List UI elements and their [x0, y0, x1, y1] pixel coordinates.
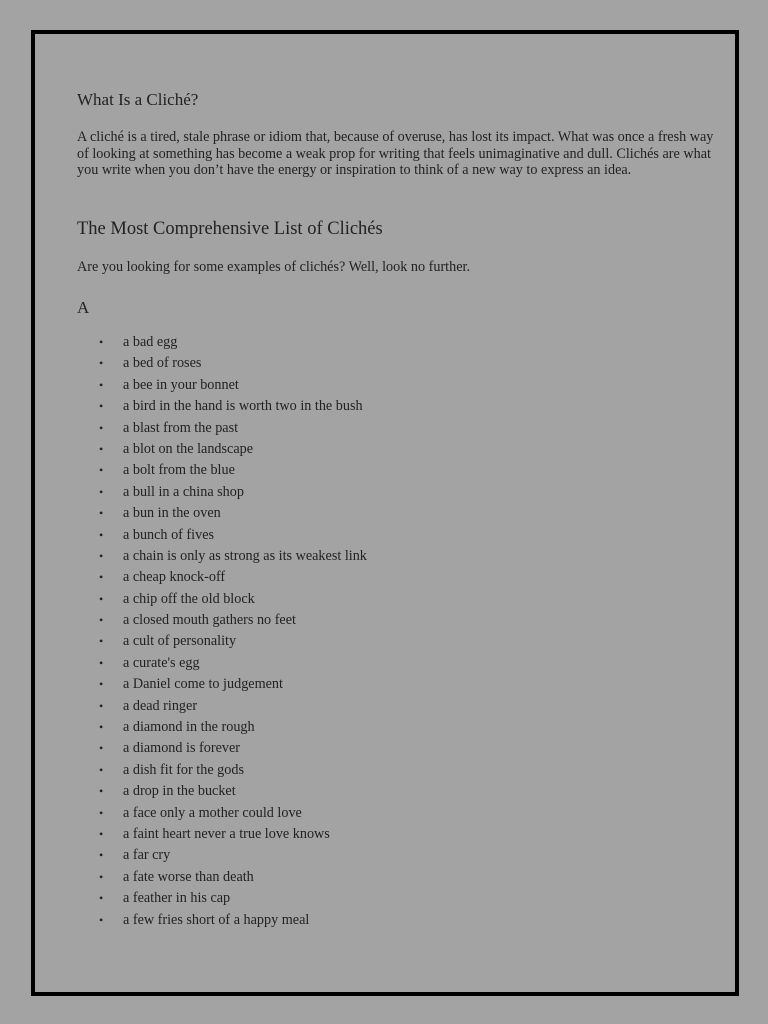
list-item-text: a bunch of fives: [123, 526, 215, 543]
list-item-text: a bad egg: [123, 334, 178, 350]
list-item: [77, 845, 367, 866]
list-item-text: a closed mouth gathers no feet: [123, 612, 296, 629]
list-item: [77, 418, 367, 439]
bullet-icon: •: [99, 891, 104, 906]
list-item-text: a dish fit for the gods: [123, 761, 244, 778]
list-item-text: a feather in his cap: [123, 890, 231, 907]
list-item-text: a cheap knock-off: [123, 569, 226, 586]
list-item-text: a blast from the past: [123, 419, 239, 436]
list-item-text: a chip off the old block: [123, 590, 255, 607]
bullet-icon: •: [99, 613, 104, 628]
bullet-icon: •: [99, 356, 104, 371]
list-item-text: a bed of roses: [123, 355, 202, 372]
list-item: [77, 760, 367, 781]
list-item: [77, 353, 367, 374]
list-item: [77, 824, 367, 845]
bullet-icon: •: [99, 377, 104, 392]
bullet-icon: •: [99, 805, 104, 820]
list-item-text: a faint heart never a true love knows: [123, 825, 330, 842]
list-item: [77, 589, 367, 610]
bullet-icon: •: [99, 420, 104, 435]
list-item: [77, 439, 367, 460]
list-item-text: a bee in your bonnet: [123, 376, 239, 393]
list-item-text: a Daniel come to judgement: [123, 676, 283, 693]
list-item-text: a bull in a china shop: [123, 483, 244, 500]
bullet-icon: •: [99, 335, 104, 349]
list-item-text: a bun in the oven: [123, 505, 221, 522]
bullet-icon: •: [99, 548, 104, 563]
cliche-list: [77, 332, 367, 931]
list-item: [77, 696, 367, 717]
page-title: What Is a Cliché?: [77, 90, 199, 109]
list-item-text: a drop in the bucket: [123, 783, 236, 800]
list-item: [77, 653, 367, 674]
bullet-icon: •: [99, 698, 104, 713]
list-item: [77, 375, 367, 396]
bullet-icon: •: [99, 912, 104, 927]
bullet-icon: •: [99, 848, 104, 863]
bullet-icon: •: [99, 826, 104, 841]
list-item-text: a face only a mother could love: [123, 804, 302, 821]
list-item: [77, 546, 367, 567]
list-item: [77, 525, 367, 546]
bullet-icon: •: [99, 869, 104, 884]
bullet-icon: •: [99, 741, 104, 756]
list-item-text: a bird in the hand is worth two in the bush: [123, 398, 363, 415]
list-item-text: a curate's egg: [123, 654, 200, 671]
section-letter: A: [77, 298, 90, 317]
list-item: [77, 567, 367, 588]
bullet-icon: •: [99, 441, 104, 456]
bullet-icon: •: [99, 463, 104, 478]
list-item: [77, 888, 367, 909]
list-item-text: a chain is only as strong as its weakest link: [123, 547, 367, 564]
list-item: [77, 482, 367, 503]
list-item: [77, 332, 367, 353]
bullet-icon: •: [99, 784, 104, 799]
document-page: [31, 30, 739, 996]
list-item: [77, 674, 367, 695]
list-item-text: a fate worse than death: [123, 868, 254, 885]
list-item-text: a far cry: [123, 847, 171, 864]
list-item: [77, 610, 367, 631]
list-item: [77, 867, 367, 888]
bullet-icon: •: [99, 762, 104, 777]
lead-paragraph: Are you looking for some examples of clichés? Well, look no further.: [77, 259, 470, 275]
bullet-icon: •: [99, 527, 104, 542]
list-item-text: a diamond in the rough: [123, 719, 255, 736]
list-item: [77, 396, 367, 417]
bullet-icon: •: [99, 720, 104, 735]
bullet-icon: •: [99, 591, 104, 606]
bullet-icon: •: [99, 677, 104, 692]
list-item: [77, 738, 367, 759]
bullet-icon: •: [99, 570, 104, 585]
bullet-icon: •: [99, 399, 104, 414]
bullet-icon: •: [99, 506, 104, 521]
intro-paragraph: A cliché is a tired, stale phrase or idiom that, because of overuse, has lost its impact. What was once a fresh way of looking at something has become a weak prop for writing that feels unimaginative and dull. Clichés are what you write when you don’t have the energy or inspiration to think of a new way to express an idea.: [77, 129, 714, 179]
bullet-icon: •: [99, 634, 104, 649]
list-item-text: a dead ringer: [123, 697, 198, 714]
list-item: [77, 503, 367, 524]
list-item-text: a bolt from the blue: [123, 462, 235, 479]
list-item: [77, 910, 367, 931]
list-item-text: a blot on the landscape: [123, 440, 254, 457]
bullet-icon: •: [99, 484, 104, 499]
bullet-icon: •: [99, 655, 104, 670]
section-title: The Most Comprehensive List of Clichés: [77, 219, 383, 239]
list-item-text: a diamond is forever: [123, 740, 241, 757]
list-item-text: a cult of personality: [123, 633, 237, 650]
list-item: [77, 717, 367, 738]
list-item: [77, 803, 367, 824]
list-item: [77, 781, 367, 802]
list-item: [77, 460, 367, 481]
list-item-text: a few fries short of a happy meal: [123, 911, 310, 928]
list-item: [77, 631, 367, 652]
